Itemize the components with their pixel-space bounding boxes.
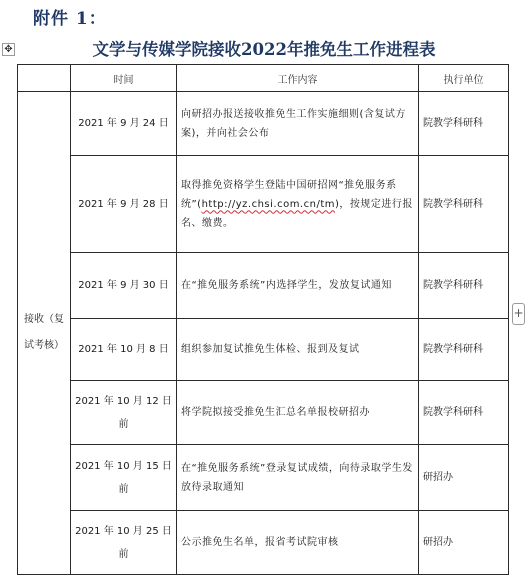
- content-cell: [177, 156, 419, 253]
- table-header-row: [18, 65, 509, 92]
- header-time: 时间: [71, 65, 177, 92]
- unit-cell: 院教学科研科: [419, 253, 509, 319]
- content-text: )，按规定进行报名、缴费。: [181, 198, 413, 229]
- content-cell: 公示推免生名单，报省考试院审核: [177, 511, 419, 575]
- time-cell: 2021 年 9 月 28 日: [71, 156, 177, 253]
- table-row: [18, 381, 509, 445]
- content-cell: 组织参加复试推免生体检、报到及复试: [177, 319, 419, 381]
- time-cell: 2021 年 9 月 24 日: [71, 92, 177, 156]
- attachment-label: 附件 1：: [33, 9, 107, 29]
- progress-table: [17, 64, 509, 575]
- table-row: [18, 445, 509, 511]
- document-title: 文学与传媒学院接收2022年推免生工作进程表: [92, 40, 436, 59]
- unit-cell: 院教学科研科: [419, 381, 509, 445]
- table-move-handle-icon[interactable]: ✥: [2, 43, 15, 56]
- time-cell: 2021 年 10 月 12 日前: [71, 381, 177, 445]
- content-cell: 在“推免服务系统”内选择学生，发放复试通知: [177, 253, 419, 319]
- table-row: [18, 511, 509, 575]
- content-cell: 将学院拟接受推免生汇总名单报校研招办: [177, 381, 419, 445]
- header-unit: 执行单位: [419, 65, 509, 92]
- unit-cell: 研招办: [419, 511, 509, 575]
- time-cell: 2021 年 10 月 8 日: [71, 319, 177, 381]
- table-row: [18, 92, 509, 156]
- unit-cell: 院教学科研科: [419, 92, 509, 156]
- content-text: 取得推免资格学生登陆中国研招网“推免服务系统”(: [181, 179, 397, 210]
- add-column-plus-icon[interactable]: +: [512, 303, 525, 325]
- table-row: [18, 319, 509, 381]
- header-stage: [18, 65, 71, 92]
- unit-cell: 院教学科研科: [419, 319, 509, 381]
- content-cell: 向研招办报送接收推免生工作实施细则(含复试方案)，并向社会公布: [177, 92, 419, 156]
- chsi-url-link[interactable]: http://yz.chsi.com.cn/tm: [201, 198, 335, 210]
- table-row: [18, 156, 509, 253]
- content-cell: 在“推免服务系统”登录复试成绩，向待录取学生发放待录取通知: [177, 445, 419, 511]
- unit-cell: 院教学科研科: [419, 156, 509, 253]
- unit-cell: 研招办: [419, 445, 509, 511]
- time-cell: 2021 年 10 月 25 日前: [71, 511, 177, 575]
- header-content: 工作内容: [177, 65, 419, 92]
- stage-cell: 接收（复试考核）: [18, 92, 71, 575]
- time-cell: 2021 年 10 月 15 日前: [71, 445, 177, 511]
- table-row: [18, 253, 509, 319]
- time-cell: 2021 年 9 月 30 日: [71, 253, 177, 319]
